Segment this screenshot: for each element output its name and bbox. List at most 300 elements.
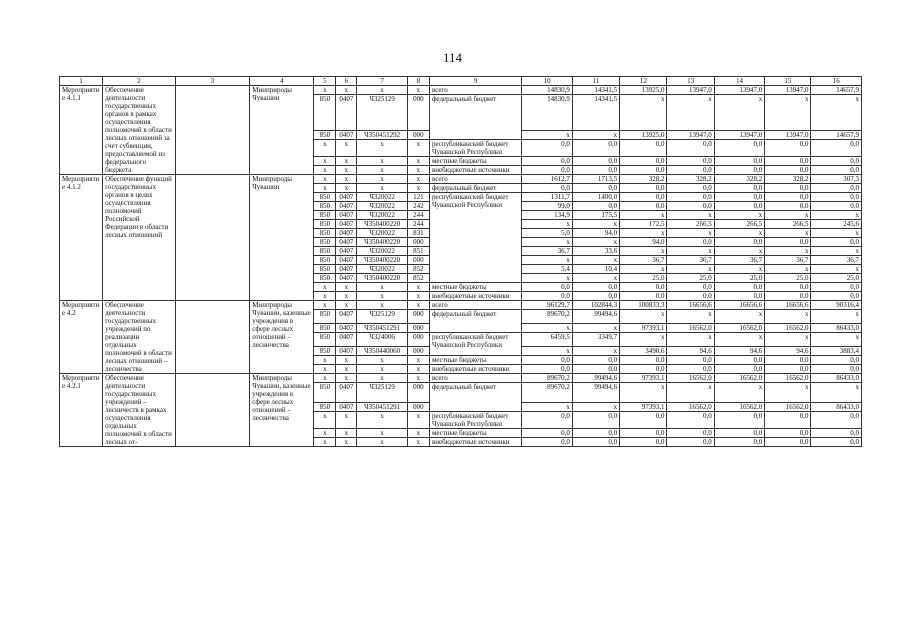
value-cell: 16656,6 <box>765 301 811 310</box>
value-cell: 328,2 <box>714 175 764 184</box>
value-cell: 0,0 <box>522 356 572 365</box>
value-cell: 0,0 <box>714 412 764 429</box>
value-cell: 0,0 <box>572 283 619 292</box>
value-cell: 0,0 <box>620 283 667 292</box>
value-cell: 0,0 <box>765 140 811 157</box>
source-label: всего <box>429 86 521 95</box>
code-cell: x <box>407 365 429 374</box>
code-cell: Ч325129 <box>357 383 407 403</box>
code-cell: x <box>336 140 357 157</box>
code-cell: 850 <box>314 238 336 247</box>
value-cell: 245,6 <box>811 220 862 229</box>
value-cell: 0,0 <box>811 365 862 374</box>
value-cell: x <box>620 229 667 238</box>
value-cell: 0,0 <box>522 283 572 292</box>
value-cell: 13947,0 <box>765 86 811 95</box>
code-cell: Ч350451292 <box>357 131 407 140</box>
value-cell: 14341,5 <box>572 95 619 131</box>
code-cell: Ч320022 <box>357 202 407 211</box>
value-cell: 0,0 <box>572 438 619 447</box>
value-cell: 0,0 <box>765 292 811 301</box>
code-cell: Ч324006 <box>357 333 407 347</box>
value-cell: 0,0 <box>811 429 862 438</box>
code-cell: x <box>314 429 336 438</box>
code-cell: x <box>407 356 429 365</box>
value-cell: 0,0 <box>620 356 667 365</box>
value-cell: 0,0 <box>522 166 572 175</box>
value-cell: 0,0 <box>620 184 667 193</box>
value-cell: 266,5 <box>765 220 811 229</box>
value-cell: 0,0 <box>667 438 714 447</box>
section-code: Мероприятие 4.2.1 <box>60 374 103 447</box>
value-cell: x <box>765 247 811 256</box>
code-cell: 0407 <box>336 202 357 211</box>
code-cell: x <box>336 166 357 175</box>
code-cell: x <box>357 356 407 365</box>
value-cell: 99,0 <box>522 202 572 211</box>
code-cell: 000 <box>407 238 429 247</box>
value-cell: 0,0 <box>572 356 619 365</box>
value-cell: 0,0 <box>811 238 862 247</box>
value-cell: x <box>620 211 667 220</box>
code-cell: x <box>357 184 407 193</box>
value-cell: 0,0 <box>572 412 619 429</box>
value-cell: 16562,0 <box>765 403 811 412</box>
value-cell: x <box>522 131 572 140</box>
value-cell: 36,7 <box>522 247 572 256</box>
source-label: внебюджетные источники <box>429 166 521 175</box>
source-label: внебюджетные источники <box>429 438 521 447</box>
source-label: федеральный бюджет <box>429 184 521 193</box>
value-cell: 97393,1 <box>620 324 667 333</box>
value-cell: 0,0 <box>667 184 714 193</box>
section-code: Мероприятие 4.1.2 <box>60 175 103 301</box>
value-cell: 10,4 <box>572 265 619 274</box>
value-cell: 0,0 <box>714 202 764 211</box>
value-cell: 0,0 <box>714 238 764 247</box>
value-cell: x <box>714 383 764 403</box>
code-cell: 850 <box>314 220 336 229</box>
section-name: Обеспечение деятельности государственных учреждений – лесничеств в рамках осуществления отдельных полномочий в области лесных от- <box>103 374 176 447</box>
code-cell: 000 <box>407 347 429 356</box>
source-label: федеральный бюджет <box>429 310 521 333</box>
value-cell: 102844,3 <box>572 301 619 310</box>
value-cell: 25,0 <box>714 274 764 283</box>
value-cell: 16562,0 <box>765 324 811 333</box>
header-cell: 7 <box>357 77 407 86</box>
source-label: всего <box>429 175 521 184</box>
code-cell: Ч320022 <box>357 211 407 220</box>
value-cell: 0,0 <box>572 184 619 193</box>
value-cell: 16562,0 <box>667 324 714 333</box>
code-cell: x <box>407 86 429 95</box>
code-cell: x <box>336 412 357 429</box>
value-cell: 86433,0 <box>811 374 862 383</box>
source-label: внебюджетные источники <box>429 365 521 374</box>
code-cell: 244 <box>407 220 429 229</box>
source-label: федеральный бюджет <box>429 383 521 412</box>
value-cell: 0,0 <box>620 429 667 438</box>
code-cell: 000 <box>407 131 429 140</box>
code-cell: 850 <box>314 202 336 211</box>
value-cell: 16562,0 <box>765 374 811 383</box>
code-cell: 831 <box>407 229 429 238</box>
header-cell: 3 <box>175 77 250 86</box>
value-cell: 0,0 <box>667 157 714 166</box>
value-cell: 0,0 <box>572 365 619 374</box>
code-cell: 000 <box>407 95 429 131</box>
value-cell: x <box>572 238 619 247</box>
value-cell: x <box>620 265 667 274</box>
code-cell: x <box>336 429 357 438</box>
code-cell: x <box>357 429 407 438</box>
code-cell: 244 <box>407 211 429 220</box>
value-cell: 0,0 <box>811 140 862 157</box>
value-cell: x <box>667 333 714 347</box>
code-cell: 0407 <box>336 347 357 356</box>
code-cell: x <box>314 301 336 310</box>
value-cell: 0,0 <box>765 412 811 429</box>
value-cell: x <box>714 310 764 324</box>
value-cell: x <box>667 211 714 220</box>
code-cell: 0407 <box>336 383 357 403</box>
value-cell: 16562,0 <box>714 403 764 412</box>
value-cell: 25,0 <box>667 274 714 283</box>
value-cell: 0,0 <box>572 292 619 301</box>
value-cell: x <box>620 247 667 256</box>
code-cell: x <box>357 175 407 184</box>
value-cell: 0,0 <box>620 202 667 211</box>
value-cell: x <box>765 95 811 131</box>
code-cell: 0407 <box>336 256 357 265</box>
code-cell: x <box>314 157 336 166</box>
code-cell: Ч350400220 <box>357 220 407 229</box>
section-executor: Минприроды Чувашии, казенные учреждения в сфере лесных отношений – лесничества <box>250 374 314 447</box>
code-cell: Ч350451291 <box>357 403 407 412</box>
value-cell: x <box>522 238 572 247</box>
code-cell: x <box>407 157 429 166</box>
value-cell: 0,0 <box>714 166 764 175</box>
source-label: федеральный бюджет <box>429 95 521 140</box>
value-cell: 90316,4 <box>811 301 862 310</box>
value-cell: 1713,5 <box>572 175 619 184</box>
code-cell: x <box>314 412 336 429</box>
value-cell: x <box>811 211 862 220</box>
code-cell: 0407 <box>336 220 357 229</box>
value-cell: 25,0 <box>811 274 862 283</box>
code-cell: Ч350440060 <box>357 347 407 356</box>
code-cell: 0407 <box>336 229 357 238</box>
source-label: внебюджетные источники <box>429 292 521 301</box>
code-cell: x <box>314 374 336 383</box>
value-cell: 0,0 <box>765 438 811 447</box>
code-cell: x <box>314 86 336 95</box>
value-cell: 0,0 <box>572 140 619 157</box>
value-cell: x <box>620 95 667 131</box>
value-cell: 0,0 <box>714 356 764 365</box>
value-cell: 0,0 <box>667 202 714 211</box>
code-cell: 850 <box>314 333 336 347</box>
value-cell: x <box>667 247 714 256</box>
value-cell: 3490,6 <box>620 347 667 356</box>
section-empty <box>175 374 250 447</box>
code-cell: 000 <box>407 256 429 265</box>
budget-table <box>59 76 862 447</box>
code-cell: 000 <box>407 324 429 333</box>
value-cell: x <box>620 383 667 403</box>
value-cell: 97393,1 <box>620 374 667 383</box>
value-cell: 13947,0 <box>765 131 811 140</box>
code-cell: x <box>336 374 357 383</box>
value-cell: 0,0 <box>667 193 714 202</box>
source-label: местные бюджеты <box>429 283 521 292</box>
code-cell: 850 <box>314 131 336 140</box>
source-label: местные бюджеты <box>429 157 521 166</box>
value-cell: 0,0 <box>765 202 811 211</box>
value-cell: 1612,7 <box>522 175 572 184</box>
value-cell: 0,0 <box>667 238 714 247</box>
header-cell: 13 <box>667 77 714 86</box>
code-cell: Ч320022 <box>357 193 407 202</box>
value-cell: x <box>522 256 572 265</box>
code-cell: x <box>357 365 407 374</box>
value-cell: 0,0 <box>811 202 862 211</box>
section-empty <box>175 86 250 175</box>
value-cell: 0,0 <box>765 283 811 292</box>
value-cell: x <box>572 131 619 140</box>
header-cell: 9 <box>429 77 521 86</box>
value-cell: 0,0 <box>667 140 714 157</box>
code-cell: 0407 <box>336 131 357 140</box>
value-cell: 0,0 <box>620 438 667 447</box>
value-cell: 0,0 <box>620 365 667 374</box>
value-cell: 36,7 <box>620 256 667 265</box>
code-cell: Ч350400220 <box>357 256 407 265</box>
code-cell: 000 <box>407 383 429 403</box>
value-cell: x <box>572 324 619 333</box>
code-cell: 000 <box>407 333 429 347</box>
code-cell: 850 <box>314 211 336 220</box>
value-cell: 0,0 <box>620 292 667 301</box>
value-cell: 0,0 <box>714 157 764 166</box>
value-cell: 0,0 <box>811 438 862 447</box>
code-cell: 000 <box>407 310 429 324</box>
value-cell: 0,0 <box>667 166 714 175</box>
code-cell: x <box>407 412 429 429</box>
value-cell: 13947,0 <box>667 86 714 95</box>
section-name: Обеспечение деятельности государственных органов в рамках осуществления полномочий в области лесных отношений за счет субвенции, предоставляемой из федерального бюджета <box>103 86 176 175</box>
value-cell: 0,0 <box>811 166 862 175</box>
code-cell: x <box>357 412 407 429</box>
code-cell: 0407 <box>336 95 357 131</box>
code-cell: 0407 <box>336 274 357 283</box>
code-cell: x <box>357 438 407 447</box>
value-cell: 16562,0 <box>667 374 714 383</box>
value-cell: 0,0 <box>765 166 811 175</box>
section-name: Обеспечение функций государственных органов в целях осуществления полномочий Российской Федерации в области лесных отношений <box>103 175 176 301</box>
table-row <box>60 374 862 383</box>
value-cell: x <box>572 274 619 283</box>
value-cell: 16562,0 <box>714 324 764 333</box>
code-cell: x <box>314 356 336 365</box>
table-row <box>60 301 862 310</box>
value-cell: 328,2 <box>620 175 667 184</box>
value-cell: 0,0 <box>620 193 667 202</box>
value-cell: 94,0 <box>620 238 667 247</box>
value-cell: 97393,1 <box>620 403 667 412</box>
value-cell: 0,0 <box>714 184 764 193</box>
code-cell: 0407 <box>336 310 357 324</box>
source-label: местные бюджеты <box>429 429 521 438</box>
value-cell: 16656,6 <box>714 301 764 310</box>
source-label: республиканский бюджет Чувашской Республики <box>429 412 521 429</box>
value-cell: 0,0 <box>714 193 764 202</box>
code-cell: x <box>407 175 429 184</box>
code-cell: x <box>336 301 357 310</box>
value-cell: x <box>667 265 714 274</box>
value-cell: x <box>714 211 764 220</box>
value-cell: 0,0 <box>765 365 811 374</box>
code-cell: x <box>357 374 407 383</box>
value-cell: x <box>765 229 811 238</box>
code-cell: 000 <box>407 403 429 412</box>
value-cell: x <box>811 247 862 256</box>
code-cell: 850 <box>314 256 336 265</box>
code-cell: x <box>336 356 357 365</box>
value-cell: 0,0 <box>522 140 572 157</box>
value-cell: x <box>811 229 862 238</box>
value-cell: 0,0 <box>620 412 667 429</box>
value-cell: 0,0 <box>811 356 862 365</box>
header-cell: 8 <box>407 77 429 86</box>
value-cell: 33,6 <box>572 247 619 256</box>
value-cell: 0,0 <box>667 365 714 374</box>
value-cell: 328,2 <box>667 175 714 184</box>
code-cell: x <box>314 166 336 175</box>
code-cell: Ч350451291 <box>357 324 407 333</box>
table-row <box>60 175 862 184</box>
code-cell: 850 <box>314 324 336 333</box>
code-cell: Ч320022 <box>357 229 407 238</box>
header-cell: 2 <box>103 77 176 86</box>
value-cell: 14830,9 <box>522 86 572 95</box>
value-cell: x <box>522 220 572 229</box>
value-cell: 13947,0 <box>667 131 714 140</box>
value-cell: 0,0 <box>714 140 764 157</box>
value-cell: 16656,6 <box>667 301 714 310</box>
header-cell: 1 <box>60 77 103 86</box>
code-cell: 0407 <box>336 324 357 333</box>
value-cell: 89670,2 <box>522 383 572 403</box>
value-cell: 94,0 <box>572 229 619 238</box>
value-cell: 0,0 <box>811 184 862 193</box>
code-cell: 0407 <box>336 193 357 202</box>
value-cell: x <box>620 333 667 347</box>
code-cell: x <box>314 365 336 374</box>
value-cell: 0,0 <box>765 157 811 166</box>
value-cell: x <box>811 265 862 274</box>
code-cell: x <box>407 301 429 310</box>
value-cell: 25,0 <box>765 274 811 283</box>
value-cell: 89670,2 <box>522 374 572 383</box>
code-cell: 850 <box>314 265 336 274</box>
value-cell: 0,0 <box>714 365 764 374</box>
value-cell: 0,0 <box>620 140 667 157</box>
value-cell: 94,6 <box>714 347 764 356</box>
code-cell: x <box>407 166 429 175</box>
value-cell: 0,0 <box>572 429 619 438</box>
code-cell: x <box>407 292 429 301</box>
code-cell: x <box>357 283 407 292</box>
value-cell: 13925,0 <box>620 86 667 95</box>
value-cell: 0,0 <box>765 356 811 365</box>
value-cell: x <box>765 310 811 324</box>
value-cell: 0,0 <box>765 238 811 247</box>
value-cell: x <box>765 333 811 347</box>
code-cell: x <box>357 86 407 95</box>
value-cell: x <box>522 347 572 356</box>
value-cell: 86433,0 <box>811 403 862 412</box>
table-row <box>60 86 862 95</box>
source-label: республиканский бюджет Чувашской Республики <box>429 140 521 157</box>
section-executor: Минприроды Чувашии <box>250 175 314 301</box>
code-cell: 852 <box>407 265 429 274</box>
value-cell: 0,0 <box>765 184 811 193</box>
value-cell: 16562,0 <box>667 403 714 412</box>
value-cell: 0,0 <box>811 292 862 301</box>
value-cell: 0,0 <box>522 429 572 438</box>
value-cell: 13947,0 <box>714 131 764 140</box>
value-cell: x <box>572 220 619 229</box>
code-cell: x <box>336 283 357 292</box>
value-cell: 13947,0 <box>714 86 764 95</box>
value-cell: 0,0 <box>811 193 862 202</box>
value-cell: x <box>811 95 862 131</box>
value-cell: 0,0 <box>714 292 764 301</box>
code-cell: 850 <box>314 274 336 283</box>
code-cell: 852 <box>407 274 429 283</box>
code-cell: x <box>336 184 357 193</box>
code-cell: x <box>407 429 429 438</box>
value-cell: 99494,6 <box>572 374 619 383</box>
value-cell: 96129,7 <box>522 301 572 310</box>
value-cell: 0,0 <box>522 157 572 166</box>
code-cell: x <box>336 365 357 374</box>
value-cell: x <box>714 333 764 347</box>
value-cell: 0,0 <box>667 429 714 438</box>
value-cell: x <box>811 310 862 324</box>
value-cell: 86433,0 <box>811 324 862 333</box>
value-cell: 0,0 <box>572 202 619 211</box>
value-cell: 266,5 <box>714 220 764 229</box>
value-cell: x <box>714 247 764 256</box>
value-cell: 16562,0 <box>714 374 764 383</box>
header-cell: 14 <box>714 77 764 86</box>
code-cell: 0407 <box>336 265 357 274</box>
value-cell: 0,0 <box>811 157 862 166</box>
code-cell: x <box>314 184 336 193</box>
value-cell: x <box>522 403 572 412</box>
value-cell: x <box>714 265 764 274</box>
code-cell: Ч350400220 <box>357 238 407 247</box>
section-code: Мероприятие 4.1.1 <box>60 86 103 175</box>
header-cell: 10 <box>522 77 572 86</box>
section-code: Мероприятие 4.2 <box>60 301 103 374</box>
value-cell: x <box>572 256 619 265</box>
code-cell: x <box>314 175 336 184</box>
value-cell: 0,0 <box>522 438 572 447</box>
value-cell: x <box>667 229 714 238</box>
